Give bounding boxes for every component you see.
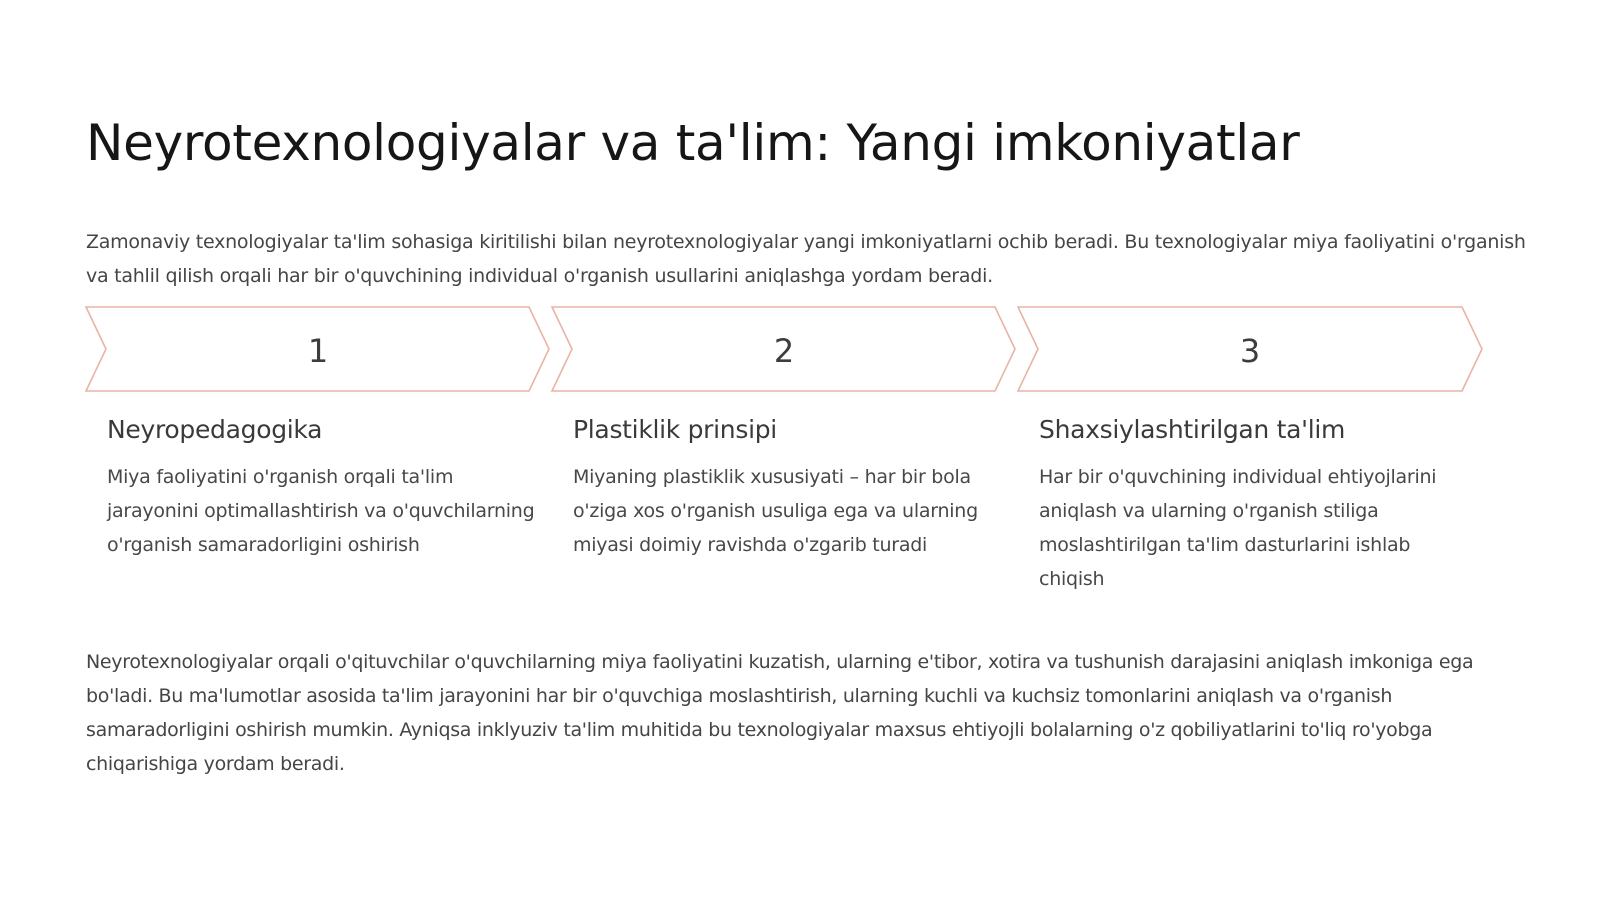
step-chevron-3	[1018, 307, 1482, 391]
step-chevron-1	[86, 307, 549, 391]
closing-paragraph: Neyrotexnologiyalar orqali o'qituvchilar o'quvchilarning miya faoliyatini kuzatish, ularning e'tibor, xotira va tushunish darajasini aniqlash imkoniga ega bo'ladi. Bu ma'lumotlar asosida ta'lim jarayonini har bir o'quvchiga moslashtirish, ularning kuchli va kuchsiz tomonlarini aniqlash va o'rganish samaradorligini oshirish mumkin. Ayniqsa inklyuziv ta'lim muhitida bu texnologiyalar maxsus ehtiyojli bolalarning o'z qobiliyatlarini to'liq ro'yobga chiqarishiga yordam beradi.	[86, 651, 1474, 775]
step-title-3: Shaxsiylashtirilgan ta'lim	[1039, 415, 1346, 444]
step-2	[573, 410, 1003, 562]
step-number-1: 1	[307, 332, 329, 370]
step-title-1: Neyropedagogika	[107, 415, 323, 444]
intro-paragraph: Zamonaviy texnologiyalar ta'lim sohasiga kiritilishi bilan neyrotexnologiyalar yangi imkoniyatlarni ochib beradi. Bu texnologiyalar miya faoliyatini o'rganish va tahlil qilish orqali har bir o'quvchining individual o'rganish usullarini aniqlashga yordam beradi.	[86, 231, 1526, 287]
slide-title: Neyrotexnologiyalar va ta'lim: Yangi imkoniyatlar	[86, 114, 1300, 172]
step-chevron-2	[552, 307, 1015, 391]
step-1	[107, 410, 537, 562]
step-chevrons	[80, 302, 1500, 398]
step-description-1: Miya faoliyatini o'rganish orqali ta'lim jarayonini optimallashtirish va o'quvchilarning o'rganish samaradorligini oshirish	[107, 466, 535, 556]
step-description-2: Miyaning plastiklik xususiyati – har bir bola o'ziga xos o'rganish usuliga ega va ularning miyasi doimiy ravishda o'zgarib turadi	[573, 466, 978, 556]
step-description-3: Har bir o'quvchining individual ehtiyojlarini aniqlash va ularning o'rganish stiliga moslashtirilgan ta'lim dasturlarini ishlab chiqish	[1039, 466, 1437, 590]
step-title-2: Plastiklik prinsipi	[573, 415, 777, 444]
step-number-2: 2	[773, 332, 795, 370]
step-number-3: 3	[1239, 332, 1261, 370]
step-3	[1039, 410, 1469, 596]
